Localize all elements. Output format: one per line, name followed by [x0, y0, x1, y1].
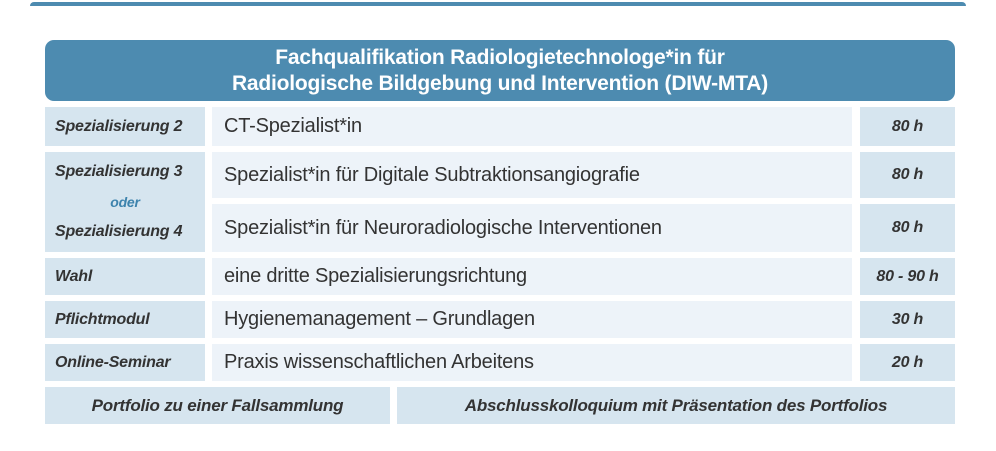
row-hours-spezialisierung-4: 80 h: [860, 204, 955, 252]
row-title-wissenschaftliches-arbeiten: Praxis wissenschaftlichen Arbeitens: [212, 344, 852, 381]
row-title-subtraktionsangiografie: Spezialist*in für Digitale Subtraktionsangiografie: [212, 152, 852, 198]
row-label-spezialisierung-3: Spezialisierung 3: [55, 162, 183, 180]
footer-abschlusskolloquium: Abschlusskolloquium mit Präsentation des Portfolios: [397, 387, 955, 424]
row-hours-wahl: 80 - 90 h: [860, 258, 955, 295]
footer-portfolio: Portfolio zu einer Fallsammlung: [45, 387, 390, 424]
row-title-hygienemanagement: Hygienemanagement – Grundlagen: [212, 301, 852, 338]
row-title-ct-spezialist: CT-Spezialist*in: [212, 107, 852, 146]
row-hours-online-seminar: 20 h: [860, 344, 955, 381]
row-hours-spezialisierung-2: 80 h: [860, 107, 955, 146]
row-hours-spezialisierung-3: 80 h: [860, 152, 955, 198]
table-title: [45, 40, 955, 101]
row-label-online-seminar: Online-Seminar: [45, 344, 205, 381]
top-divider-rule: [30, 2, 966, 6]
table-title-line1: Fachqualifikation Radiologietechnologe*in für: [275, 45, 725, 69]
row-label-spezialisierung-3-4: [45, 152, 205, 252]
oder-connector: oder: [110, 193, 140, 210]
table-title-line2: Radiologische Bildgebung und Intervention (DIW-MTA): [231, 71, 769, 95]
row-label-pflichtmodul: Pflichtmodul: [45, 301, 205, 338]
row-label-spezialisierung-4: Spezialisierung 4: [55, 223, 183, 241]
row-title-neuroradiologische-interventionen: Spezialist*in für Neuroradiologische Interventionen: [212, 204, 852, 252]
row-label-spezialisierung-2: Spezialisierung 2: [45, 107, 205, 146]
row-title-dritte-spezialisierungsrichtung: eine dritte Spezialisierungsrichtung: [212, 258, 852, 295]
row-hours-pflichtmodul: 30 h: [860, 301, 955, 338]
row-label-wahl: Wahl: [45, 258, 205, 295]
